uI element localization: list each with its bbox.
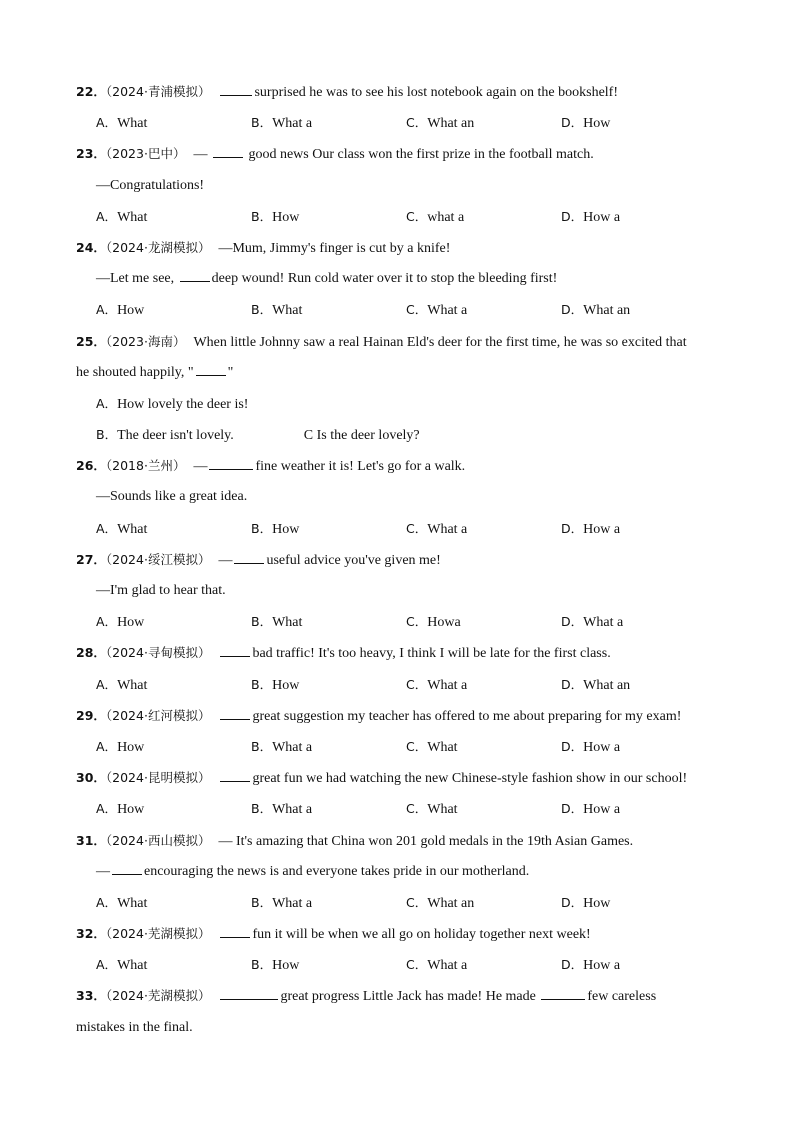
question-number: 33． [76,988,106,1004]
option-letter: B． [251,302,273,318]
option-letter: B． [96,427,118,443]
question-source: （2023·巴中） [105,146,186,162]
option [96,669,251,701]
question-text: — [218,552,233,568]
option-text: How [583,895,611,911]
option-text: What a [583,615,624,631]
option-text: How a [583,209,621,225]
option-text: What an [583,303,631,319]
option-letter: D． [561,302,584,318]
option-letter: C． [406,801,428,817]
option [96,887,251,919]
answer-blank [220,925,250,938]
question-number: 27． [76,551,106,567]
option-text: What [117,209,148,225]
question-number: 23． [76,146,106,162]
option-text: What a [427,303,468,319]
question-number: 31． [76,832,106,848]
option-letter: A． [96,520,118,536]
question-text: fun it will be when we all go on holiday together next week! [252,927,591,943]
question-reply [76,481,736,512]
option [406,669,561,701]
option-letter: D． [561,957,584,973]
option-text: What [117,521,148,537]
question-text: great suggestion my teacher has offered to me about preparing for my exam! [252,708,682,724]
option-letter: A． [96,614,118,630]
question-text: mistakes in the final. [76,1019,193,1035]
question-number: 26． [76,458,106,474]
options-row [76,949,736,980]
question-text: great progress Little Jack has made! He made [280,989,540,1005]
option-letter: A． [96,302,118,318]
question-source: （2024·昆明模拟） [105,770,211,786]
option-letter: C． [406,738,428,754]
option-letter: A． [96,738,118,754]
question-number: 30． [76,770,106,786]
answer-blank [220,83,252,96]
option [251,294,406,326]
option [76,388,736,419]
option [96,949,251,981]
option-text: What [117,677,148,693]
option [561,294,716,326]
option [406,513,561,545]
option [96,107,251,139]
option-letter: A． [96,208,118,224]
option-text: How a [583,802,621,818]
option-text: What an [427,116,475,132]
option [251,887,406,919]
option-letter: D． [561,676,584,692]
option-letter: A． [96,801,118,817]
question-text: — [193,459,208,475]
option-letter: C． [406,676,428,692]
options-row [76,419,736,450]
option-text: What a [272,895,313,911]
question-continuation [76,357,736,388]
option [96,606,251,638]
option [561,793,716,825]
option [406,887,561,919]
option-letter: B． [251,676,273,692]
option-text: How [272,521,300,537]
question-number: 29． [76,707,106,723]
option-text: C Is the deer lovely? [303,428,420,444]
question-stem [76,825,736,856]
question-source: （2024·绥江模拟） [105,551,211,567]
option [96,513,251,545]
option [251,731,406,763]
question-source: （2024·龙湖模拟） [105,239,211,255]
answer-blank [213,145,243,158]
question-source: （2024·西山模拟） [105,832,211,848]
question-reply [76,856,736,887]
option [561,669,716,701]
option-text: What a [272,116,313,132]
option [251,793,406,825]
question-text: " [227,364,234,380]
option-text: what a [427,209,465,225]
option-text: What a [272,739,313,755]
option [406,294,561,326]
question-stem [76,450,736,481]
option-letter: D． [561,801,584,817]
question-text: — [96,863,110,879]
option-text: How a [583,521,621,537]
option-text: What [117,958,148,974]
question-text: great fun we had watching the new Chinese-style fashion show in our school! [252,771,688,787]
question-text: —I'm glad to hear that. [96,583,226,598]
option-letter: C． [406,894,428,910]
question-source: （2018·兰州） [105,458,186,474]
options-row [76,731,736,762]
option-letter: B． [251,115,273,131]
option [561,201,716,233]
options-row [76,201,736,232]
question-text: —Mum, Jimmy's finger is cut by a knife! [218,240,451,256]
option [406,201,561,233]
option-letter: B． [251,208,273,224]
question-text: When little Johnny saw a real Hainan Eld's deer for the first time, he was so excited that [193,334,687,350]
answer-blank [209,457,253,470]
option-text: What [427,802,458,818]
option [406,793,561,825]
question-stem [76,918,736,949]
option [561,606,716,638]
options-row [76,606,736,637]
question-reply [76,575,736,606]
option [96,731,251,763]
options-row [76,793,736,824]
option [406,107,561,139]
question-text: he shouted happily, " [76,364,194,380]
option-letter: B． [251,520,273,536]
option-letter: C． [406,302,428,318]
question-source: （2024·寻甸模拟） [105,645,211,661]
question-text: good news Our class won the first prize in the football match. [244,147,594,163]
option [96,201,251,233]
option [561,513,716,545]
option-text: How a [583,739,621,755]
option-letter: C． [406,115,428,131]
question-number: 25． [76,333,106,349]
option-letter: C． [406,614,428,630]
option-letter: C． [406,957,428,973]
option [251,107,406,139]
answer-blank [112,862,142,875]
question-text: —Sounds like a great idea. [96,489,248,505]
option-letter: C． [406,520,428,536]
option-letter: D． [561,894,584,910]
question-number: 32． [76,926,106,942]
question-text: — [193,147,211,163]
option-text: How a [583,958,621,974]
question-source: （2023·海南） [105,333,186,349]
option-letter: B． [251,614,273,630]
option-letter: D． [561,520,584,536]
answer-blank [220,987,278,1000]
question-text: few careless [587,989,657,1005]
question-number: 28． [76,645,106,661]
option-text: How [117,802,145,818]
option [561,887,716,919]
question-number: 22． [76,84,106,99]
option-letter: D． [561,115,584,131]
options-row [76,887,736,918]
option-text: What [272,303,303,319]
question-stem [76,980,736,1011]
option-text: How [583,116,611,132]
option-text: What a [427,958,468,974]
option-letter: D． [561,614,584,630]
option-text: How [117,303,145,319]
option-letter: A． [96,115,118,131]
answer-blank [196,363,226,376]
option-text: What [117,895,148,911]
options-row [76,513,736,544]
option-letter: B． [251,801,273,817]
option-letter: D． [561,738,584,754]
question-stem [76,326,736,357]
question-continuation [76,1012,736,1043]
option [406,949,561,981]
option [251,606,406,638]
options-row [76,107,736,138]
option-text: Howa [427,615,461,631]
question-stem [76,700,736,731]
answer-blank [220,644,250,657]
option-letter: A． [96,395,118,411]
answer-blank [234,551,264,564]
option-text: What [117,116,148,132]
option-letter: A． [96,957,118,973]
answer-blank [180,269,210,282]
option [406,731,561,763]
answer-blank [220,707,250,720]
question-reply [76,263,736,294]
question-stem [76,232,736,263]
answer-blank [541,987,585,1000]
question-stem [76,76,736,107]
question-source: （2024·青浦模拟） [105,84,211,99]
question-text: —Let me see, [96,271,178,287]
option-text: How [272,209,300,225]
option-text: What a [272,802,313,818]
question-text: encouraging the news is and everyone takes pride in our motherland. [144,863,530,879]
option-letter: A． [96,676,118,692]
option-text: What a [427,521,468,537]
option-text: How [272,958,300,974]
option-letter: D． [561,208,584,224]
option [251,513,406,545]
question-stem [76,544,736,575]
question-number: 24． [76,239,106,255]
question-text: — It's amazing that China won 201 gold medals in the 19th Asian Games. [218,833,634,849]
question-stem [76,138,736,169]
question-text: useful advice you've given me! [266,552,441,568]
option-text: How lovely the deer is! [117,396,249,412]
question-text: fine weather it is! Let's go for a walk. [255,459,466,475]
question-stem [76,762,736,793]
option-letter: C． [406,208,428,224]
option-letter: B． [251,957,273,973]
option-text: What [427,739,458,755]
options-row [76,669,736,700]
option-text: How [117,615,145,631]
option-letter: A． [96,894,118,910]
worksheet [76,76,736,1043]
answer-blank [220,769,250,782]
options-row [76,294,736,325]
question-text: bad traffic! It's too heavy, I think I will be late for the first class. [252,646,611,662]
option [406,606,561,638]
option-text: What a [427,677,468,693]
option [251,669,406,701]
option-text: How [117,739,145,755]
question-text: surprised he was to see his lost notebook again on the bookshelf! [254,85,618,100]
question-source: （2024·芜湖模拟） [105,988,211,1004]
option-text: What an [583,677,631,693]
question-text: —Congratulations! [96,177,205,193]
option-letter: B． [251,738,273,754]
question-stem [76,637,736,668]
option [96,294,251,326]
option-text: The deer isn't lovely. [117,428,234,444]
option [561,731,716,763]
option [561,107,716,139]
question-text: deep wound! Run cold water over it to stop the bleeding first! [211,271,558,287]
option [251,201,406,233]
option-text: What an [427,895,475,911]
option [251,949,406,981]
question-source: （2024·红河模拟） [105,707,211,723]
option-letter: B． [251,894,273,910]
option-text: What [272,615,303,631]
option [561,949,716,981]
option [96,793,251,825]
option-text: How [272,677,300,693]
question-reply [76,170,736,201]
question-source: （2024·芜湖模拟） [105,926,211,942]
